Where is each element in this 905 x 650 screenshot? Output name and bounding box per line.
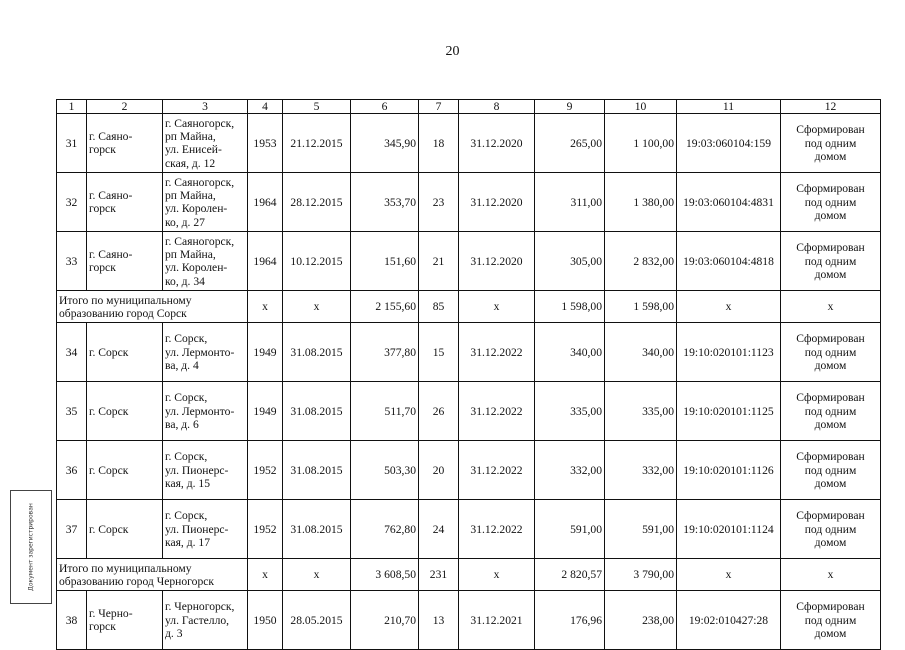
table-cell: 37 (57, 500, 87, 559)
column-number-row (57, 100, 881, 114)
stamp-text: Документ зарегистрирован (27, 503, 35, 591)
table-cell: 38 (57, 591, 87, 650)
table-cell: 265,00 (535, 114, 605, 173)
total-cell: x (248, 559, 283, 591)
table-cell: 332,00 (535, 441, 605, 500)
table-cell: 28.05.2015 (283, 591, 351, 650)
table-cell: 19:02:010427:28 (677, 591, 781, 650)
total-cell: 85 (419, 291, 459, 323)
table-cell: г. Сорск, ул. Пионерс- кая, д. 17 (163, 500, 248, 559)
column-number-cell: 8 (459, 100, 535, 114)
table-cell: 353,70 (351, 173, 419, 232)
column-number-cell: 6 (351, 100, 419, 114)
table-cell: 762,80 (351, 500, 419, 559)
table-cell: г. Саяно- горск (87, 232, 163, 291)
table-cell: 19:10:020101:1126 (677, 441, 781, 500)
table-cell: 31.08.2015 (283, 323, 351, 382)
table-cell: г. Саяно- горск (87, 114, 163, 173)
table-cell: Сформирован под одним домом (781, 323, 881, 382)
table-cell: 335,00 (535, 382, 605, 441)
total-cell: 1 598,00 (605, 291, 677, 323)
table-cell: 238,00 (605, 591, 677, 650)
table-cell: 1949 (248, 323, 283, 382)
table-cell: 24 (419, 500, 459, 559)
total-cell: 1 598,00 (535, 291, 605, 323)
table-cell: г. Сорск, ул. Лермонто- ва, д. 6 (163, 382, 248, 441)
table-cell: 210,70 (351, 591, 419, 650)
table-cell: 19:10:020101:1123 (677, 323, 781, 382)
table-cell: г. Саяногорск, рп Майна, ул. Королен- ко, д. 27 (163, 173, 248, 232)
table-cell: г. Сорск, ул. Лермонто- ва, д. 4 (163, 323, 248, 382)
table-cell: 31.12.2020 (459, 232, 535, 291)
table-cell: 591,00 (605, 500, 677, 559)
table-cell: 19:03:060104:4818 (677, 232, 781, 291)
table-cell: г. Сорск (87, 500, 163, 559)
table-cell: 1 100,00 (605, 114, 677, 173)
table-cell: 31.08.2015 (283, 500, 351, 559)
registration-stamp (10, 490, 52, 604)
table-cell: 18 (419, 114, 459, 173)
table-cell: 31.12.2021 (459, 591, 535, 650)
column-number-cell: 1 (57, 100, 87, 114)
table-cell: 35 (57, 382, 87, 441)
total-cell: 3 790,00 (605, 559, 677, 591)
table-cell: 151,60 (351, 232, 419, 291)
table-cell: 1964 (248, 232, 283, 291)
total-cell: 231 (419, 559, 459, 591)
total-row (57, 559, 881, 591)
total-row (57, 291, 881, 323)
table-row (57, 382, 881, 441)
table-cell: 591,00 (535, 500, 605, 559)
table-cell: 1952 (248, 441, 283, 500)
total-cell: x (283, 559, 351, 591)
table-cell: 511,70 (351, 382, 419, 441)
table-cell: г. Саяногорск, рп Майна, ул. Енисей- ская, д. 12 (163, 114, 248, 173)
table-row (57, 114, 881, 173)
column-number-cell: 10 (605, 100, 677, 114)
total-cell: x (781, 559, 881, 591)
table-cell: 36 (57, 441, 87, 500)
total-label: Итого по муниципальному образованию город Черногорск (57, 559, 248, 591)
table-cell: 1 380,00 (605, 173, 677, 232)
table-row (57, 232, 881, 291)
total-label: Итого по муниципальному образованию город Сорск (57, 291, 248, 323)
table-cell: 311,00 (535, 173, 605, 232)
table-cell: 20 (419, 441, 459, 500)
table-cell: 1950 (248, 591, 283, 650)
table-cell: 1952 (248, 500, 283, 559)
table-cell: 19:10:020101:1124 (677, 500, 781, 559)
table-cell: 1964 (248, 173, 283, 232)
table-cell: 34 (57, 323, 87, 382)
table-cell: 31.12.2020 (459, 173, 535, 232)
table-cell: 332,00 (605, 441, 677, 500)
table-cell: 31.12.2022 (459, 323, 535, 382)
table-row (57, 500, 881, 559)
table-cell: 176,96 (535, 591, 605, 650)
table-cell: 19:10:020101:1125 (677, 382, 781, 441)
table-cell: Сформирован под одним домом (781, 173, 881, 232)
table-cell: г. Сорск (87, 382, 163, 441)
table-cell: 503,30 (351, 441, 419, 500)
table-cell: 335,00 (605, 382, 677, 441)
table-cell: 19:03:060104:4831 (677, 173, 781, 232)
table-cell: 21.12.2015 (283, 114, 351, 173)
table-cell: 33 (57, 232, 87, 291)
total-cell: x (283, 291, 351, 323)
table-cell: Сформирован под одним домом (781, 500, 881, 559)
total-cell: 3 608,50 (351, 559, 419, 591)
total-cell: x (459, 291, 535, 323)
table-cell: 13 (419, 591, 459, 650)
table-cell: г. Саяногорск, рп Майна, ул. Королен- ко, д. 34 (163, 232, 248, 291)
total-cell: x (677, 291, 781, 323)
column-number-cell: 4 (248, 100, 283, 114)
column-number-cell: 3 (163, 100, 248, 114)
table-cell: 345,90 (351, 114, 419, 173)
table-cell: 31 (57, 114, 87, 173)
table-cell: 26 (419, 382, 459, 441)
total-cell: 2 820,57 (535, 559, 605, 591)
table-cell: 377,80 (351, 323, 419, 382)
table-cell: 28.12.2015 (283, 173, 351, 232)
total-cell: x (781, 291, 881, 323)
table-cell: 15 (419, 323, 459, 382)
table-cell: 31.12.2022 (459, 382, 535, 441)
table-cell: 1953 (248, 114, 283, 173)
table-cell: 305,00 (535, 232, 605, 291)
table-cell: Сформирован под одним домом (781, 114, 881, 173)
table-cell: г. Черногорск, ул. Гастелло, д. 3 (163, 591, 248, 650)
table-cell: Сформирован под одним домом (781, 232, 881, 291)
table-cell: 340,00 (535, 323, 605, 382)
table-cell: Сформирован под одним домом (781, 591, 881, 650)
table-cell: 21 (419, 232, 459, 291)
column-number-cell: 11 (677, 100, 781, 114)
table-cell: Сформирован под одним домом (781, 441, 881, 500)
total-cell: x (459, 559, 535, 591)
column-number-cell: 7 (419, 100, 459, 114)
total-cell: 2 155,60 (351, 291, 419, 323)
table-cell: 23 (419, 173, 459, 232)
page-number: 20 (445, 44, 460, 59)
data-table (56, 99, 881, 650)
column-number-cell: 5 (283, 100, 351, 114)
table-cell: 10.12.2015 (283, 232, 351, 291)
total-cell: x (248, 291, 283, 323)
table-cell: 31.08.2015 (283, 382, 351, 441)
table-cell: г. Сорск (87, 441, 163, 500)
column-number-cell: 2 (87, 100, 163, 114)
table-cell: г. Саяно- горск (87, 173, 163, 232)
table-row (57, 441, 881, 500)
table-row (57, 591, 881, 650)
table-cell: 19:03:060104:159 (677, 114, 781, 173)
table-cell: 340,00 (605, 323, 677, 382)
table-cell: Сформирован под одним домом (781, 382, 881, 441)
table-row (57, 173, 881, 232)
table-cell: 32 (57, 173, 87, 232)
table-cell: 31.12.2022 (459, 441, 535, 500)
total-cell: x (677, 559, 781, 591)
table-cell: 31.12.2020 (459, 114, 535, 173)
table-cell: 1949 (248, 382, 283, 441)
table-cell: г. Черно- горск (87, 591, 163, 650)
table-cell: 31.12.2022 (459, 500, 535, 559)
table-cell: г. Сорск (87, 323, 163, 382)
table-cell: 2 832,00 (605, 232, 677, 291)
table-cell: 31.08.2015 (283, 441, 351, 500)
table-row (57, 323, 881, 382)
table-cell: г. Сорск, ул. Пионерс- кая, д. 15 (163, 441, 248, 500)
column-number-cell: 9 (535, 100, 605, 114)
column-number-cell: 12 (781, 100, 881, 114)
